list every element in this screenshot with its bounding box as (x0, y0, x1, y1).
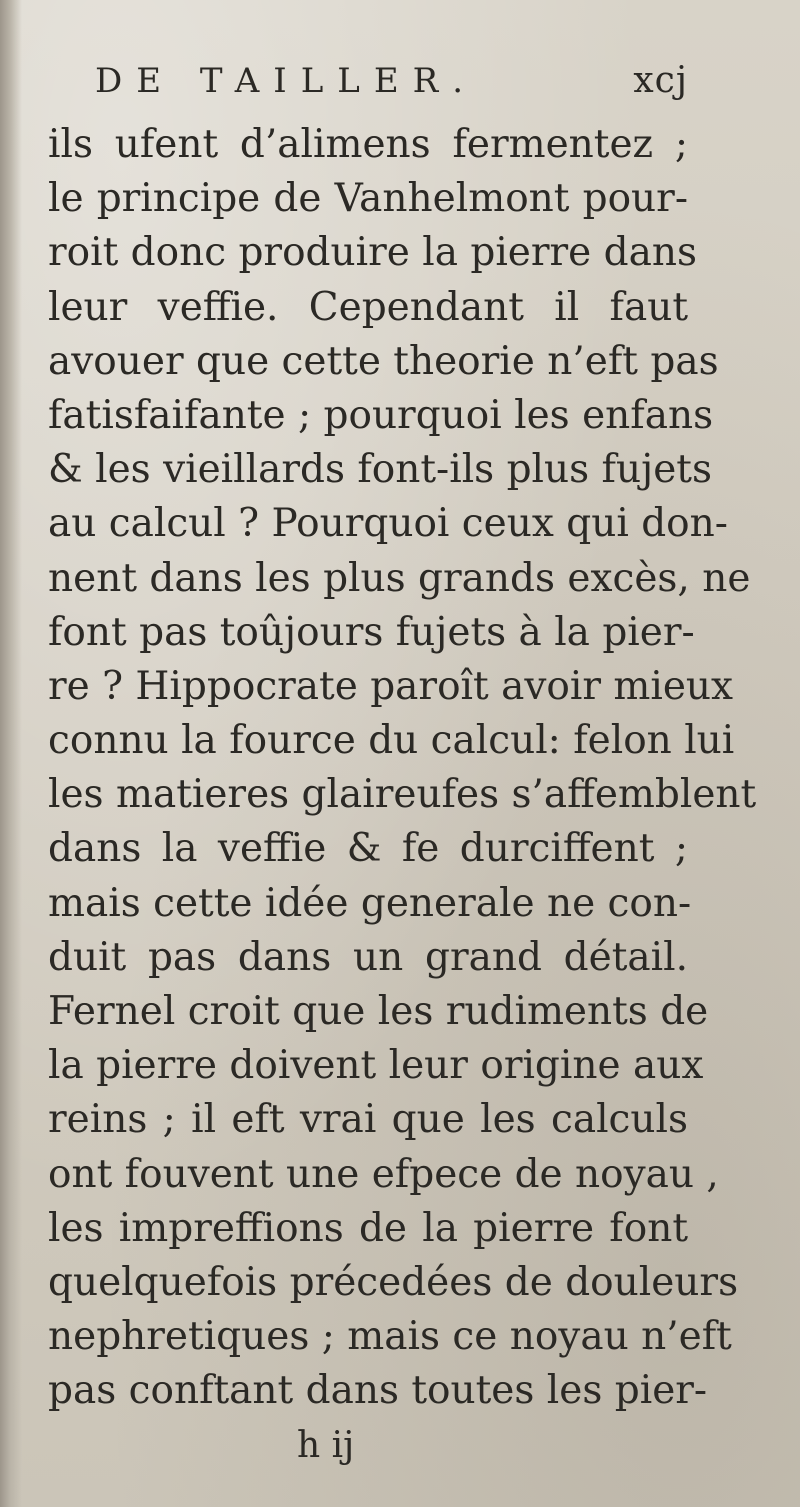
text-line: les matieres glaireufes s’affemblent (48, 772, 757, 818)
text-line: nent dans les plus grands excès, ne (48, 555, 751, 601)
page-text-block (48, 60, 757, 1471)
text-line: quelquefois précedées de douleurs (48, 1259, 739, 1305)
text-line: font pas toûjours fujets à la pier- (48, 609, 695, 655)
text-line: la pierre doivent leur origine aux (48, 1043, 704, 1089)
text-line: pas conftant dans toutes les pier- (48, 1368, 708, 1414)
text-line: roit donc produire la pierre dans (48, 230, 697, 276)
text-line: connu la fource du calcul: felon lui (48, 718, 735, 764)
text-line: mais cette idée generale ne con- (48, 880, 692, 926)
page-number: xcj (633, 60, 688, 101)
text-line: ont fouvent une efpece de noyau , (48, 1151, 719, 1197)
text-line: dans la veffie & fe durciffent ; (48, 826, 688, 872)
text-line: & les vieillards font-ils plus fujets (48, 447, 712, 493)
text-line: ils ufent d’alimens fermentez ; (48, 122, 688, 167)
text-line: avouer que cette theorie n’eft pas (48, 338, 719, 384)
text-line: re ? Hippocrate paroît avoir mieux (48, 663, 734, 709)
text-line: au calcul ? Pourquoi ceux qui don- (48, 501, 728, 547)
text-line: les impreffions de la pierre font (48, 1205, 688, 1251)
running-header (48, 60, 688, 118)
running-title: DE TAILLER. (95, 61, 478, 101)
text-line: nephretiques ; mais ce noyau n’eft (48, 1314, 732, 1360)
text-line: reins ; il eft vrai que les calculs (48, 1097, 688, 1143)
text-line: fatisfaifante ; pourquoi les enfans (48, 392, 714, 438)
text-line: le principe de Vanhelmont pour- (48, 176, 688, 222)
text-line: Fernel croit que les rudiments de (48, 989, 709, 1034)
body-text (48, 118, 757, 1419)
text-line: duit pas dans un grand détail. (48, 934, 688, 980)
text-line: leur veffie. Cependant il faut (48, 284, 688, 330)
signature-mark: h ij (297, 1424, 355, 1466)
page-gutter-shadow (0, 0, 22, 1507)
